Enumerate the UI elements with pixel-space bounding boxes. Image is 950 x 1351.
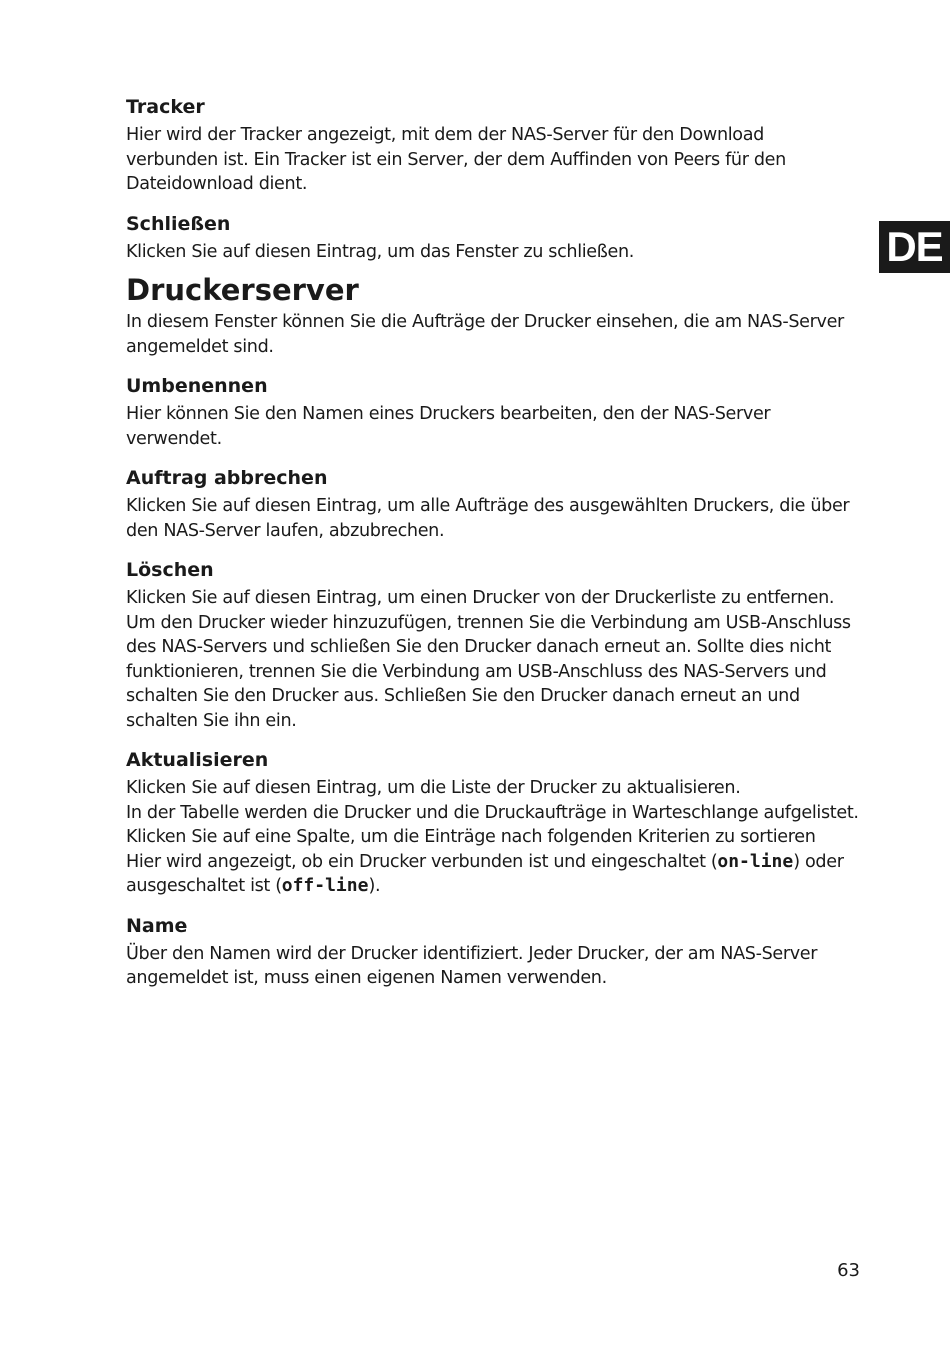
section-name bbox=[126, 913, 860, 991]
text-druckerserver: In diesem Fenster können Sie die Aufträge der Drucker einsehen, die am NAS-Server angemeldet sind. bbox=[126, 312, 844, 357]
section-druckerserver bbox=[126, 272, 860, 359]
status-offline: off-line bbox=[281, 875, 369, 896]
text-auftrag-abbrechen: Klicken Sie auf diesen Eintrag, um alle Aufträge des ausgewählten Druckers, die über den NAS-Server laufen, abzubrechen. bbox=[126, 496, 850, 541]
section-aktualisieren bbox=[126, 747, 860, 899]
status-mid: ) oder ausgeschaltet ist ( bbox=[126, 851, 844, 896]
text-name: Über den Namen wird der Drucker identifiziert. Jeder Drucker, der am NAS-Server angemeldet ist, muss einen eigenen Namen verwenden. bbox=[126, 943, 818, 988]
text-umbenennen: Hier können Sie den Namen eines Druckers bearbeiten, den der NAS-Server verwendet. bbox=[126, 404, 771, 449]
text-schliessen: Klicken Sie auf diesen Eintrag, um das Fenster zu schließen. bbox=[126, 241, 634, 262]
status-online: on-line bbox=[717, 850, 794, 872]
page-number: 63 bbox=[837, 1260, 860, 1281]
heading-umbenennen: Umbenennen bbox=[126, 375, 268, 397]
section-tracker bbox=[126, 94, 860, 197]
heading-loeschen: Löschen bbox=[126, 559, 214, 581]
section-loeschen bbox=[126, 557, 860, 733]
heading-druckerserver: Druckerserver bbox=[126, 273, 359, 307]
section-schliessen bbox=[126, 211, 860, 265]
section-auftrag-abbrechen bbox=[126, 465, 860, 543]
language-tab: DE bbox=[879, 221, 950, 273]
text-aktualisieren-line2: In der Tabelle werden die Drucker und die Druckaufträge in Warteschlange aufgelistet. Klicken Sie auf eine Spalte, um die Einträge nach folgenden Kriterien zu sortieren bbox=[126, 802, 859, 847]
status-suffix: ). bbox=[368, 876, 381, 896]
heading-tracker: Tracker bbox=[126, 96, 205, 118]
section-umbenennen bbox=[126, 373, 860, 451]
text-aktualisieren-line1: Klicken Sie auf diesen Eintrag, um die Liste der Drucker zu aktualisieren. bbox=[126, 778, 741, 798]
status-prefix: Hier wird angezeigt, ob ein Drucker verbunden ist und eingeschaltet ( bbox=[126, 851, 718, 872]
heading-aktualisieren: Aktualisieren bbox=[126, 749, 269, 771]
text-tracker: Hier wird der Tracker angezeigt, mit dem der NAS-Server für den Download verbunden ist. Ein Tracker ist ein Server, der dem Auffinden von Peers für den Dateidownload dient. bbox=[126, 125, 786, 194]
text-aktualisieren-line3 bbox=[126, 850, 860, 899]
heading-auftrag-abbrechen: Auftrag abbrechen bbox=[126, 467, 328, 489]
page-content bbox=[126, 94, 860, 1005]
text-loeschen: Klicken Sie auf diesen Eintrag, um einen Drucker von der Druckerliste zu entfernen. Um den Drucker wieder hinzuzufügen, trennen Sie die Verbindung am USB-Anschluss des NAS-Servers und schließen Sie den Drucker danach erneut an. Sollte dies nicht funktionieren, trennen Sie die Verbindung am USB-Anschluss des NAS-Servers und schalten Sie den Drucker aus. Schließen Sie den Drucker danach erneut an und schalten Sie ihn ein. bbox=[126, 588, 851, 731]
heading-name: Name bbox=[126, 914, 188, 937]
heading-schliessen: Schließen bbox=[126, 212, 231, 235]
